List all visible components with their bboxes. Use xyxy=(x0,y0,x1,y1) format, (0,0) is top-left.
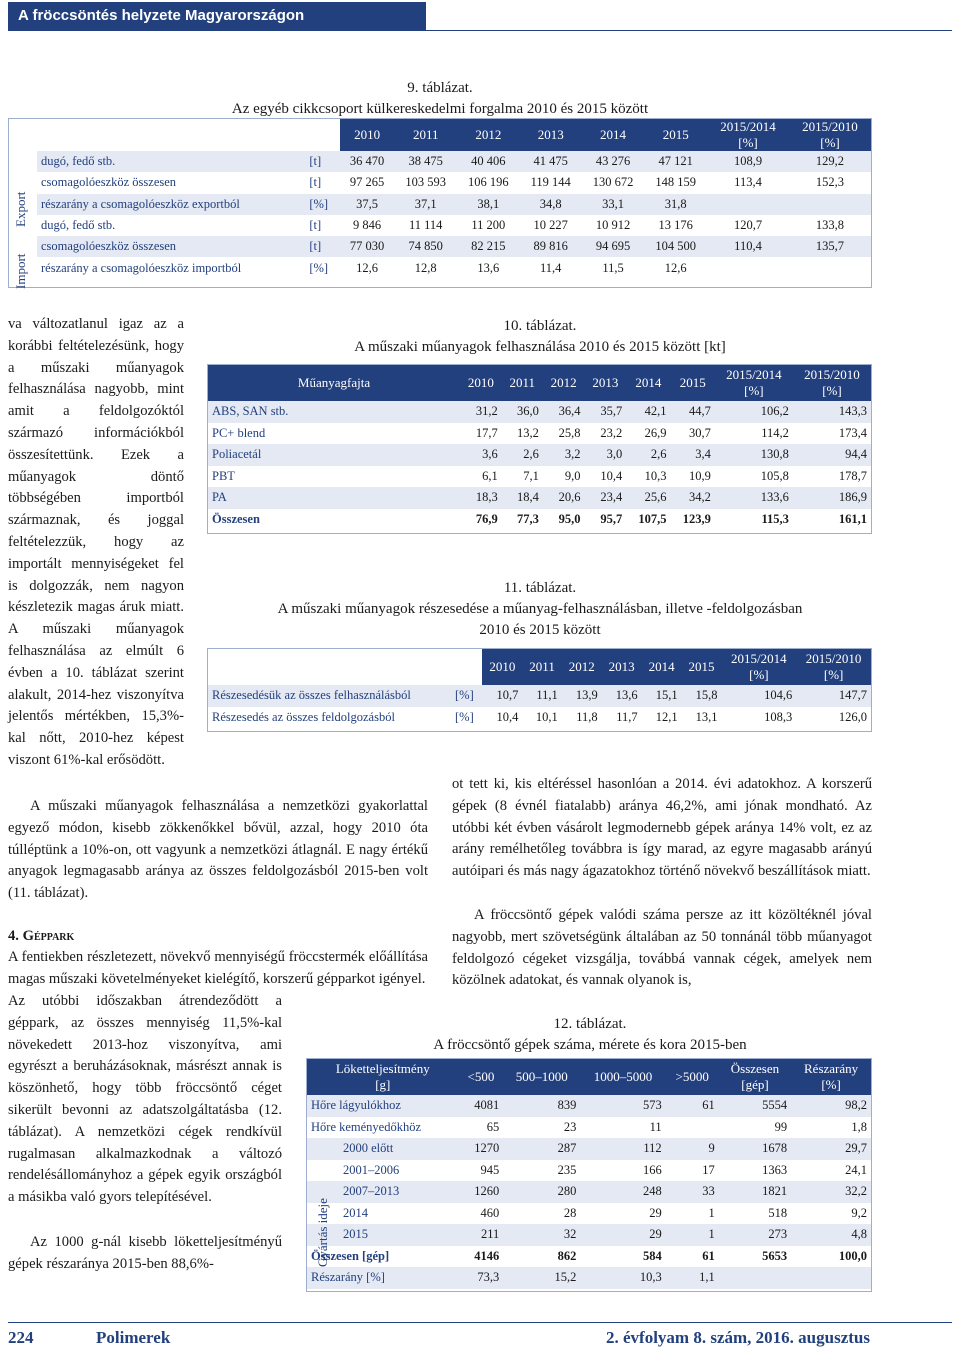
row-label: Részesedés az összes feldolgozásból xyxy=(212,709,395,724)
row-label: PA xyxy=(212,490,227,505)
cell-value: 1,8 xyxy=(851,1119,867,1134)
table-row xyxy=(37,236,871,257)
page-number: 224 xyxy=(8,1328,34,1347)
corner-cell xyxy=(208,649,451,685)
cell-value: 9 846 xyxy=(353,218,382,233)
column-header-3: 2013 xyxy=(602,649,642,685)
cell-value: 119 144 xyxy=(530,175,571,190)
cell-value: 23,4 xyxy=(600,490,623,505)
column-header-0: 2010 xyxy=(460,365,502,401)
cell-value: 5554 xyxy=(762,1098,788,1113)
column-header-3: 2013 xyxy=(585,365,627,401)
cell-value: 1363 xyxy=(762,1162,788,1177)
cell-value: 41 475 xyxy=(533,154,568,169)
column-header-6: 2015/2014 [%] xyxy=(715,365,793,401)
cell-value: 3,0 xyxy=(606,447,623,462)
cell-value: 94,4 xyxy=(845,447,867,462)
section-heading: 4. Géppark xyxy=(8,928,75,944)
column-header-0: <500 xyxy=(459,1059,504,1095)
cell-value: 3,2 xyxy=(564,447,581,462)
cell-value: 152,3 xyxy=(815,175,845,190)
text-left-1: va változatlanul igaz az a korábbi feltételezésünk, hogy a műszaki műanyagok felhasználása nagyobb, mint amit a feldolgozóktól származó információkból összesítettünk. Ezek a műanyagok döntő többségében importból származnak, és joggal feltételezzük, hogy az importált mennyiségeket fel is dolgozzák, nem nagyon készletezik magas áruk miatt. A műszaki műanyagok felhasználása az elmúlt 6 évben a 10. táblázat szerint alakult, 2014-hez viszonyítva jelentős mértékben, 15,3%-kal nőtt, 2010-hez képest viszont 61%-kal erősödött. xyxy=(8,316,184,768)
cell-value: 133,8 xyxy=(815,218,845,233)
cell-value: 106,2 xyxy=(760,404,789,419)
table-row xyxy=(208,401,871,423)
table-row xyxy=(37,257,871,278)
cell-value: 115,3 xyxy=(761,511,789,526)
cell-value: 2,6 xyxy=(650,447,667,462)
cell-value: 143,3 xyxy=(838,404,867,419)
column-header-stroke: Löketteljesítmény [g] xyxy=(307,1059,459,1095)
column-header-4: Összesen [gép] xyxy=(719,1059,791,1095)
table-row xyxy=(307,1224,871,1246)
table-row xyxy=(307,1138,871,1160)
cell-value xyxy=(666,1117,719,1139)
header-row xyxy=(307,1059,871,1095)
cell-value: 28 xyxy=(563,1205,577,1220)
table-row xyxy=(307,1117,871,1139)
column-header-4: 2014 xyxy=(642,649,682,685)
cell-value: 37,1 xyxy=(414,196,437,211)
cell-value: 38 475 xyxy=(408,154,443,169)
journal-name: Polimerek xyxy=(96,1328,171,1347)
row-label: 2007–2013 xyxy=(343,1184,400,1199)
table10-caption xyxy=(300,316,780,358)
cell-value: 11,7 xyxy=(616,709,638,724)
cell-value: 9 xyxy=(708,1141,715,1156)
cell-value: 43 276 xyxy=(595,154,631,169)
column-header-type: Műanyagfajta xyxy=(208,365,460,401)
header-row xyxy=(208,365,871,401)
column-header-2: 2012 xyxy=(457,119,520,151)
cell-value: 10,3 xyxy=(644,468,667,483)
row-label: dugó, fedő stb. xyxy=(41,218,116,233)
column-header-0: 2010 xyxy=(340,119,395,151)
cell-value: 5653 xyxy=(762,1248,788,1263)
row-label: csomagolóeszköz összesen xyxy=(41,175,177,190)
table-row xyxy=(37,151,871,172)
row-label: Összesen xyxy=(212,511,260,526)
column-header-2: 2012 xyxy=(562,649,602,685)
cell-value: 211 xyxy=(480,1227,500,1242)
cell-value: 34,2 xyxy=(688,490,711,505)
cell-value: 273 xyxy=(768,1227,788,1242)
table-row xyxy=(307,1181,871,1203)
column-header-6: 2015/2014 [%] xyxy=(707,119,789,151)
column-header-2: 2012 xyxy=(543,365,585,401)
row-label: részarány a csomagolóeszköz importból xyxy=(41,260,242,275)
cell-value: 112 xyxy=(643,1141,662,1156)
cell-value: 1,1 xyxy=(699,1270,715,1285)
cell-value: 11,8 xyxy=(576,709,598,724)
table12-caption xyxy=(360,1014,820,1056)
table9-title: Az egyéb cikkcsoport külkereskedelmi forgalma 2010 és 2015 között xyxy=(231,101,649,117)
table10-title: A műszaki műanyagok felhasználása 2010 és 2015 között [kt] xyxy=(354,339,726,355)
cell-value: 13,6 xyxy=(615,688,638,703)
cell-value: 11,4 xyxy=(539,260,562,275)
cell-value: 95,7 xyxy=(600,511,623,526)
cell-value: 82 215 xyxy=(471,239,506,254)
cell-value: 2,6 xyxy=(523,447,539,462)
cell-value: 161,1 xyxy=(838,511,867,526)
row-label: Összesen [gép] xyxy=(311,1248,390,1263)
cell-value: 186,9 xyxy=(838,490,867,505)
table-row xyxy=(307,1203,871,1225)
cell-value: 130,8 xyxy=(760,447,789,462)
cell-value: 65 xyxy=(486,1119,500,1134)
cell-value: 34,8 xyxy=(539,196,562,211)
table11-caption xyxy=(210,578,870,641)
group-export-label: Export xyxy=(13,191,28,227)
row-label: 2000 előtt xyxy=(343,1141,394,1156)
cell-value: 120,7 xyxy=(733,218,763,233)
cell-value: 3,6 xyxy=(482,447,498,462)
cell-value: 23 xyxy=(563,1119,577,1134)
column-header-7: 2015/2010 [%] xyxy=(789,119,871,151)
row-label: csomagolóeszköz összesen xyxy=(41,239,177,254)
table10 xyxy=(207,364,872,534)
cell-value: 98,2 xyxy=(845,1098,867,1113)
text-left-3b: Az utóbbi időszakban átrendeződött a géppark, az összes mennyiség 11,5%-kal növekedett 2013-hoz viszonyítva, ami egyrészt a beruházásoknak, másrészt annak is köszönhető, hogy több fröccsöntő céget sikerült bevonni az adatszolgáltatásba (12. táblázat). A nemzetközi cégek rendkívül rugalmasan alkalmazkodnak a változó rendelésállományhoz a gépek egyik országból a másikba való gyors telepítésével. xyxy=(8,993,282,1206)
table-row xyxy=(37,194,871,215)
table-row xyxy=(208,444,871,466)
cell-value: 12,8 xyxy=(414,260,437,275)
cell-value: 11,1 xyxy=(536,688,558,703)
cell-value: 100,0 xyxy=(838,1248,867,1263)
row-unit: [%] xyxy=(309,260,329,275)
table-row xyxy=(208,423,871,445)
cell-value: 103 593 xyxy=(405,175,447,190)
text-right-2: A fröccsöntő gépek valódi száma persze az itt közöltéknél jóval nagyobb, mert szövetségünk általában az 50 tonnánál több műanyagot feldolgozó cégeket vizsgálja, továbbá vannak cégek, amelyek nem közölnek adatokat, és vannak olyanok is, xyxy=(452,907,872,989)
table12 xyxy=(306,1058,872,1292)
row-unit: [t] xyxy=(309,175,322,190)
cell-value: 178,7 xyxy=(838,468,867,483)
table-row xyxy=(208,466,871,488)
cell-value: 166 xyxy=(642,1162,662,1177)
cell-value: 33 xyxy=(702,1184,715,1199)
cell-value: 1678 xyxy=(762,1141,788,1156)
row-label: Részarány [%] xyxy=(311,1270,385,1285)
table10-number: 10. táblázat. xyxy=(503,318,577,334)
column-header-1: 2011 xyxy=(394,119,457,151)
cell-value: 133,6 xyxy=(760,490,789,505)
cell-value: 12,6 xyxy=(664,260,687,275)
cell-value: 35,7 xyxy=(600,404,623,419)
cell-value: 15,8 xyxy=(695,688,718,703)
cell-value: 11,5 xyxy=(602,260,624,275)
cell-value: 31,8 xyxy=(664,196,687,211)
cell-value: 10,7 xyxy=(496,688,519,703)
cell-value: 18,4 xyxy=(516,490,539,505)
table9 xyxy=(8,118,872,288)
cell-value: 108,9 xyxy=(733,154,763,169)
table-row xyxy=(37,215,871,236)
cell-value: 61 xyxy=(702,1098,715,1113)
table9-number: 9. táblázat. xyxy=(407,80,473,96)
column-header-5: 2015 xyxy=(671,365,715,401)
column-header-5: 2015 xyxy=(644,119,707,151)
section-header: A fröccsöntés helyzete Magyarországon xyxy=(8,2,426,30)
cell-value: 839 xyxy=(557,1098,577,1113)
column-header-3: 2013 xyxy=(520,119,582,151)
cell-value: 573 xyxy=(642,1098,662,1113)
column-header-3: >5000 xyxy=(666,1059,719,1095)
cell-value: 123,9 xyxy=(682,511,711,526)
cell-value: 1260 xyxy=(474,1184,500,1199)
cell-value: 235 xyxy=(557,1162,577,1177)
text-left-2: A műszaki műanyagok felhasználása a nemzetközi gyakorlattal egyező módon, kisebb zökkenőkkel bővül, azzal, hogy 2010 óta túlléptünk a 10%-on, ott vagyunk a nemzetközi átlagnál. E nagy értékű anyagok legmagasabb aránya az összes feldolgozásból 2015-ben volt (11. táblázat). xyxy=(8,798,428,902)
text-right-1: ot tett ki, kis eltéréssel hasonlóan a 2014. évi adatokhoz. A korszerű gépek (8 évnél fiatalabb) aránya 46,2%, ami jónak mondható. Az utóbbi két évben vásárolt legmodernebb gépek aránya 14% volt, ez az arány remélhetőleg továbbra is így marad, az egyre magasabb arányú autóipari és más nagy ágazatokhoz történő növekvő beszállítások miatt. xyxy=(452,776,872,880)
cell-value: 95,0 xyxy=(558,511,581,526)
header-row xyxy=(37,119,871,151)
cell-value: 10,3 xyxy=(639,1270,662,1285)
cell-value: 7,1 xyxy=(523,468,539,483)
cell-value: 94 695 xyxy=(595,239,631,254)
cell-value: 29 xyxy=(649,1227,662,1242)
cell-value: 1 xyxy=(708,1227,715,1242)
cell-value: 11 xyxy=(649,1119,662,1134)
cell-value: 29 xyxy=(649,1205,662,1220)
column-header-5: Részarány [%] xyxy=(791,1059,871,1095)
text-left-3a: A fentiekben részletezett, növekvő mennyiségű fröccstermék előállítása magas műszaki követelményeket kielégítő, korszerű gépparkot igényel. xyxy=(8,949,428,987)
cell-value: 25,8 xyxy=(558,425,581,440)
cell-value: 20,6 xyxy=(558,490,581,505)
cell-value: 38,1 xyxy=(477,196,500,211)
table-row xyxy=(208,707,871,729)
cell-value: 10,4 xyxy=(496,709,519,724)
cell-value: 77,3 xyxy=(516,511,539,526)
cell-value: 3,4 xyxy=(695,447,711,462)
cell-value: 1 xyxy=(708,1205,715,1220)
column-header-6: 2015/2014 [%] xyxy=(722,649,797,685)
column-header-1: 500–1000 xyxy=(503,1059,580,1095)
cell-value: 9,2 xyxy=(851,1205,867,1220)
cell-value: 13,6 xyxy=(477,260,500,275)
cell-value: 6,1 xyxy=(482,468,498,483)
cell-value: 10,9 xyxy=(688,468,711,483)
cell-value: 26,9 xyxy=(644,425,667,440)
column-header-1: 2011 xyxy=(502,365,543,401)
cell-value: 945 xyxy=(480,1162,500,1177)
table-row xyxy=(307,1160,871,1182)
column-header-0: 2010 xyxy=(482,649,522,685)
footer-rule xyxy=(8,1322,952,1323)
row-label: Részesedésük az összes felhasználásból xyxy=(212,688,411,703)
table-row xyxy=(307,1246,871,1268)
cell-value: 460 xyxy=(480,1205,500,1220)
cell-value: 32 xyxy=(563,1227,577,1242)
row-label: ABS, SAN stb. xyxy=(212,404,289,419)
table12-number: 12. táblázat. xyxy=(553,1016,627,1032)
column-header-7: 2015/2010 [%] xyxy=(796,649,871,685)
cell-value: 10,1 xyxy=(535,709,558,724)
row-label: részarány a csomagolóeszköz exportból xyxy=(41,196,240,211)
cell-value: 44,7 xyxy=(688,404,711,419)
cell-value: 104 500 xyxy=(655,239,696,254)
table11 xyxy=(207,648,872,732)
cell-value: 147,7 xyxy=(838,688,867,703)
cell-value: 10 912 xyxy=(595,218,631,233)
cell-value: 47 121 xyxy=(658,154,693,169)
cell-value: 25,6 xyxy=(644,490,667,505)
row-label: 2001–2006 xyxy=(343,1162,400,1177)
cell-value: 11 200 xyxy=(471,218,506,233)
cell-value: 37,5 xyxy=(356,196,379,211)
cell-value: 36,0 xyxy=(516,404,539,419)
row-unit: [%] xyxy=(455,688,474,703)
cell-value: 73,3 xyxy=(477,1270,500,1285)
cell-value: 135,7 xyxy=(815,239,845,254)
cell-value: 18,3 xyxy=(475,490,498,505)
cell-value: 287 xyxy=(557,1141,577,1156)
column-header-4: 2014 xyxy=(582,119,645,151)
cell-value: 148 159 xyxy=(655,175,696,190)
header-rule xyxy=(8,30,952,31)
cell-value: 97 265 xyxy=(349,175,385,190)
cell-value: 106 196 xyxy=(468,175,509,190)
cell-value: 13,9 xyxy=(575,688,598,703)
cell-value: 33,1 xyxy=(602,196,624,211)
cell-value: 107,5 xyxy=(638,511,667,526)
cell-value: 4081 xyxy=(474,1098,500,1113)
cell-value: 4146 xyxy=(474,1248,500,1263)
row-unit: [t] xyxy=(309,239,322,254)
column-header-7: 2015/2010 [%] xyxy=(793,365,871,401)
table-row xyxy=(307,1267,871,1289)
cell-value: 104,6 xyxy=(764,688,793,703)
cell-value: 108,3 xyxy=(764,709,793,724)
cell-value: 40 406 xyxy=(471,154,506,169)
group-import-label: Import xyxy=(13,253,28,289)
cell-value xyxy=(791,1267,871,1289)
cell-value: 4,8 xyxy=(851,1227,867,1242)
cell-value: 12,1 xyxy=(655,709,678,724)
cell-value: 74 850 xyxy=(408,239,443,254)
row-unit: [t] xyxy=(309,154,322,169)
cell-value: 77 030 xyxy=(349,239,385,254)
header-row xyxy=(208,649,871,685)
issue-info: 2. évfolyam 8. szám, 2016. augusztus xyxy=(606,1328,870,1347)
cell-value: 15,1 xyxy=(655,688,678,703)
row-label: PBT xyxy=(212,468,235,483)
cell-value: 113,4 xyxy=(734,175,762,190)
cell-value: 13,2 xyxy=(516,425,539,440)
cell-value: 17,7 xyxy=(475,425,498,440)
cell-value: 10 227 xyxy=(533,218,568,233)
cell-value: 114,2 xyxy=(761,425,789,440)
cell-value: 13,1 xyxy=(695,709,718,724)
cell-value xyxy=(789,257,871,278)
cell-value: 1270 xyxy=(474,1141,500,1156)
cell-value: 99 xyxy=(774,1119,788,1134)
row-unit: [%] xyxy=(309,196,329,211)
cell-value: 89 816 xyxy=(533,239,568,254)
cell-value: 24,1 xyxy=(845,1162,867,1177)
table-row xyxy=(208,509,871,531)
cell-value xyxy=(707,257,789,278)
cell-value: 31,2 xyxy=(475,404,498,419)
text-left-4: Az 1000 g-nál kisebb löketteljesítményű gépek részaránya 2015-ben 88,6%- xyxy=(8,1234,282,1272)
row-label: 2015 xyxy=(343,1227,368,1242)
cell-value: 12,6 xyxy=(356,260,379,275)
row-label: Hőre keményedőkhöz xyxy=(311,1119,422,1134)
cell-value: 15,2 xyxy=(554,1270,577,1285)
column-header-2: 1000–5000 xyxy=(580,1059,665,1095)
cell-value: 36,4 xyxy=(558,404,581,419)
cell-value: 30,7 xyxy=(688,425,711,440)
cell-value: 584 xyxy=(642,1248,662,1263)
cell-value: 280 xyxy=(557,1184,577,1199)
row-label: Hőre lágyulókhoz xyxy=(311,1098,401,1113)
age-group-label: Gyártás ideje xyxy=(315,1198,330,1267)
cell-value: 173,4 xyxy=(838,425,867,440)
cell-value: 126,0 xyxy=(838,709,867,724)
row-unit: [t] xyxy=(309,218,322,233)
table-row xyxy=(208,487,871,509)
cell-value: 1821 xyxy=(762,1184,788,1199)
cell-value: 42,1 xyxy=(644,404,667,419)
cell-value: 10,4 xyxy=(600,468,623,483)
cell-value xyxy=(719,1267,791,1289)
row-label: PC+ blend xyxy=(212,425,266,440)
cell-value: 32,2 xyxy=(845,1184,867,1199)
row-unit: [%] xyxy=(455,709,474,724)
cell-value xyxy=(789,194,871,215)
corner-cell xyxy=(37,119,305,151)
column-header-5: 2015 xyxy=(682,649,722,685)
cell-value: 862 xyxy=(557,1248,577,1263)
cell-value: 61 xyxy=(702,1248,715,1263)
cell-value: 29,7 xyxy=(845,1141,867,1156)
cell-value: 518 xyxy=(768,1205,788,1220)
unit-header xyxy=(451,649,482,685)
cell-value: 13 176 xyxy=(658,218,693,233)
table-row xyxy=(208,685,871,707)
cell-value: 76,9 xyxy=(475,511,498,526)
column-header-4: 2014 xyxy=(626,365,670,401)
table9-caption xyxy=(200,78,680,120)
cell-value xyxy=(707,194,789,215)
table11-title: A műszaki műanyagok részesedése a műanyag-felhasználásban, illetve -feldolgozásban xyxy=(277,601,803,617)
row-label: Poliacetál xyxy=(212,447,262,462)
cell-value: 17 xyxy=(702,1162,715,1177)
cell-value: 110,4 xyxy=(734,239,762,254)
column-header-1: 2011 xyxy=(522,649,561,685)
cell-value: 105,8 xyxy=(760,468,789,483)
cell-value: 23,2 xyxy=(600,425,623,440)
unit-header xyxy=(305,119,339,151)
cell-value: 248 xyxy=(642,1184,662,1199)
cell-value: 130 672 xyxy=(592,175,634,190)
table11-number: 11. táblázat. xyxy=(503,580,577,596)
cell-value: 11 114 xyxy=(408,218,443,233)
cell-value: 36 470 xyxy=(349,154,385,169)
table-row xyxy=(307,1095,871,1117)
table12-title: A fröccsöntő gépek száma, mérete és kora 2015-ben xyxy=(433,1037,747,1053)
table-row xyxy=(37,172,871,193)
cell-value: 129,2 xyxy=(815,154,845,169)
cell-value: 9,0 xyxy=(564,468,581,483)
table11-subtitle: 2010 és 2015 között xyxy=(479,622,601,638)
row-label: dugó, fedő stb. xyxy=(41,154,116,169)
row-label: 2014 xyxy=(343,1205,368,1220)
